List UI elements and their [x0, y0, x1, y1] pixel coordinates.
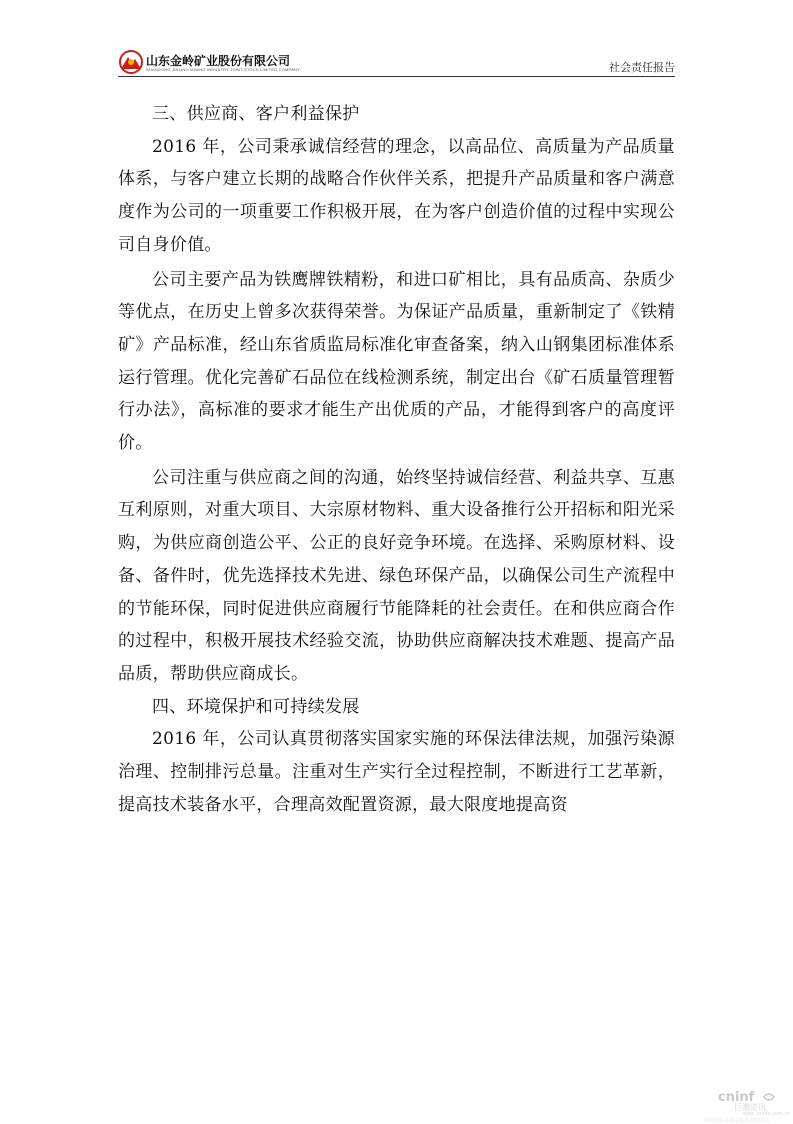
section-heading: 四、环境保护和可持续发展 [152, 696, 360, 717]
header-divider [118, 76, 675, 77]
watermark-org: 中国证监会指定信息披露网站 [704, 1118, 770, 1124]
section-heading: 三、供应商、客户利益保护 [152, 104, 360, 124]
watermark-brand: cninf [718, 1090, 755, 1105]
cninfo-watermark [694, 1090, 791, 1124]
company-logo-icon [118, 50, 144, 74]
paragraph: 公司主要产品为铁鹰牌铁精粉，和进口矿相比，具有品质高、杂质少等优点，在历史上曾多次获得荣誉。为保证产品质量，重新制定了《铁精矿》产品标准，经山东省质监局标准化审查备案，纳入山钢集团标准体系运行管理。优化完善矿石品位在线检测系统，制定出台《矿石质量管理暂行办法》，高标准的要求才能生产出优质的产品，才能得到客户的高度评价。 [118, 269, 675, 454]
report-title: 社会责任报告 [609, 61, 675, 74]
page-header [118, 48, 675, 76]
watermark-url: www.cninfo.com.cn [742, 1111, 791, 1117]
company-name: 山东金岭矿业股份有限公司 [146, 54, 291, 68]
document-body [118, 98, 675, 821]
paragraph: 2016 年，公司认真贯彻落实国家实施的环保法律法规，加强污染源治理、控制排污总量。注重对生产实行全过程控制，不断进行工艺革新，提高技术装备水平，合理高效配置资源，最大限度地提高资 [118, 729, 675, 815]
paragraph: 公司注重与供应商之间的沟通，始终坚持诚信经营、利益共享、互惠互利原则，对重大项目、大宗原材物料、重大设备推行公开招标和阳光采购，为供应商创造公平、公正的良好竞争环境。在选择、采购原材料、设备、备件时，优先选择技术先进、绿色环保产品，以确保公司生产流程中的节能环保，同时促进供应商履行节能降耗的社会责任。在和供应商合作的过程中，积极开展技术经验交流，协助供应商解决技术难题、提高产品品质，帮助供应商成长。 [118, 467, 675, 684]
company-name-en: SHANDONG JINLING MINING INDUSTRY JOINT-STOCK LIMITED COMPANY [146, 67, 300, 72]
watermark-brand-cn: 巨潮资讯 [734, 1103, 766, 1112]
paragraph: 2016 年，公司秉承诚信经营的理念，以高品位、高质量为产品质量体系，与客户建立长期的战略合作伙伴关系，把提升产品质量和客户满意度作为公司的一项重要工作积极开展，在为客户创造价值的过程中实现公司自身价值。 [118, 136, 675, 255]
